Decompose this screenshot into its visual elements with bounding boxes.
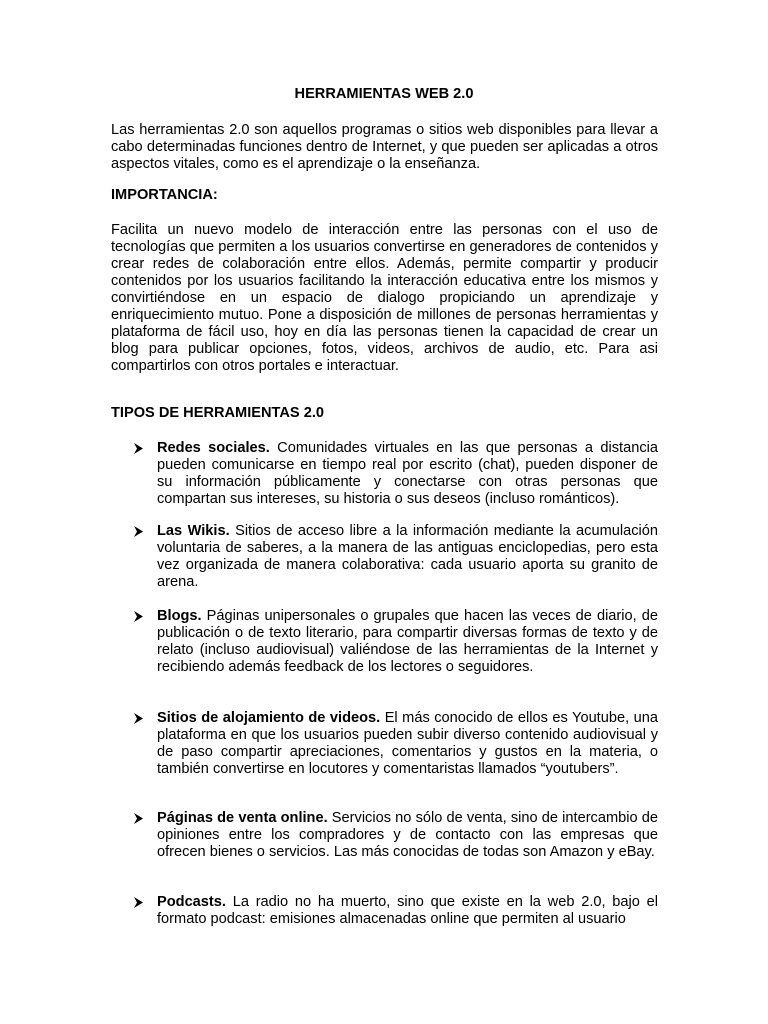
term-label: Blogs. xyxy=(157,608,202,624)
list-item-podcasts xyxy=(157,894,658,928)
term-description: La radio no ha muerto, sino que existe en la web 2.0, bajo el formato podcast: emisiones almacenadas online que permiten al usuario xyxy=(157,894,658,927)
list-item-redes-sociales xyxy=(157,440,658,508)
document-title: HERRAMIENTAS WEB 2.0 xyxy=(294,86,474,102)
arrow-bullet-icon xyxy=(133,894,145,911)
term-description: El más conocido de ellos es Youtube, una plataforma en que los usuarios pueden subir diverso contenido audiovisual y de paso compartir apreciaciones, comentarios y gustos en la materia, o también convertirse en locutores y comentaristas llamados “youtubers”. xyxy=(157,710,658,777)
arrow-bullet-icon xyxy=(133,608,145,625)
intro-paragraph: Las herramientas 2.0 son aquellos programas o sitios web disponibles para llevar a cabo determinadas funciones dentro de Internet, y que pueden ser aplicadas a otros aspectos vitales, como es el aprendizaje o la enseñanza. xyxy=(111,122,658,172)
arrow-bullet-icon xyxy=(133,440,145,457)
term-description: Servicios no sólo de venta, sino de intercambio de opiniones entre los compradores y de contacto con las empresas que ofrecen bienes o servicios. Las más conocidas de todas son Amazon y eBay. xyxy=(157,810,658,860)
importance-paragraph: Facilita un nuevo modelo de interacción entre las personas con el uso de tecnologías que permiten a los usuarios convertirse en generadores de contenidos y crear redes de colaboración entre ellos. Además, permite compartir y producir contenidos por los usuarios facilitando la interacción educativa entre los mismos y convirtiéndose en un espacio de dialogo propiciando un aprendizaje y enriquecimiento mutuo. Pone a disposición de millones de personas herramientas y plataforma de fácil uso, hoy en día las personas tienen la capacidad de crear un blog para publicar opciones, fotos, videos, archivos de audio, etc. Para asi compartirlos con otros portales e interactuar. xyxy=(111,222,658,374)
list-item-wikis xyxy=(157,523,658,591)
list-item-blogs xyxy=(157,608,658,676)
term-label: Podcasts. xyxy=(157,894,226,910)
importance-heading: IMPORTANCIA: xyxy=(111,187,218,203)
arrow-bullet-icon xyxy=(133,710,145,727)
term-description: Páginas unipersonales o grupales que hacen las veces de diario, de publicación o de texto literario, para compartir diversas formas de texto y de relato (incluso audiovisual) valiéndose de las herramientas de la Internet y recibiendo además feedback de los lectores o seguidores. xyxy=(157,608,658,675)
term-label: Páginas de venta online. xyxy=(157,810,328,826)
arrow-bullet-icon xyxy=(133,523,145,540)
list-item-online-sales xyxy=(157,810,658,861)
term-label: Redes sociales. xyxy=(157,440,270,456)
term-description: Sitios de acceso libre a la información mediante la acumulación voluntaria de saberes, a la manera de las antiguas enciclopedias, pero esta vez organizada de manera colaborativa: cada usuario aporta su granito de arena. xyxy=(157,523,658,590)
term-label: Las Wikis. xyxy=(157,523,230,539)
arrow-bullet-icon xyxy=(133,810,145,827)
types-heading: TIPOS DE HERRAMIENTAS 2.0 xyxy=(111,405,324,421)
list-item-video-hosting xyxy=(157,710,658,778)
term-label: Sitios de alojamiento de videos. xyxy=(157,710,381,726)
term-description: Comunidades virtuales en las que personas a distancia pueden comunicarse en tiempo real por escrito (chat), pueden disponer de su información públicamente y conectarse con otras personas que compartan sus intereses, su historia o sus deseos (incluso románticos). xyxy=(157,440,658,507)
